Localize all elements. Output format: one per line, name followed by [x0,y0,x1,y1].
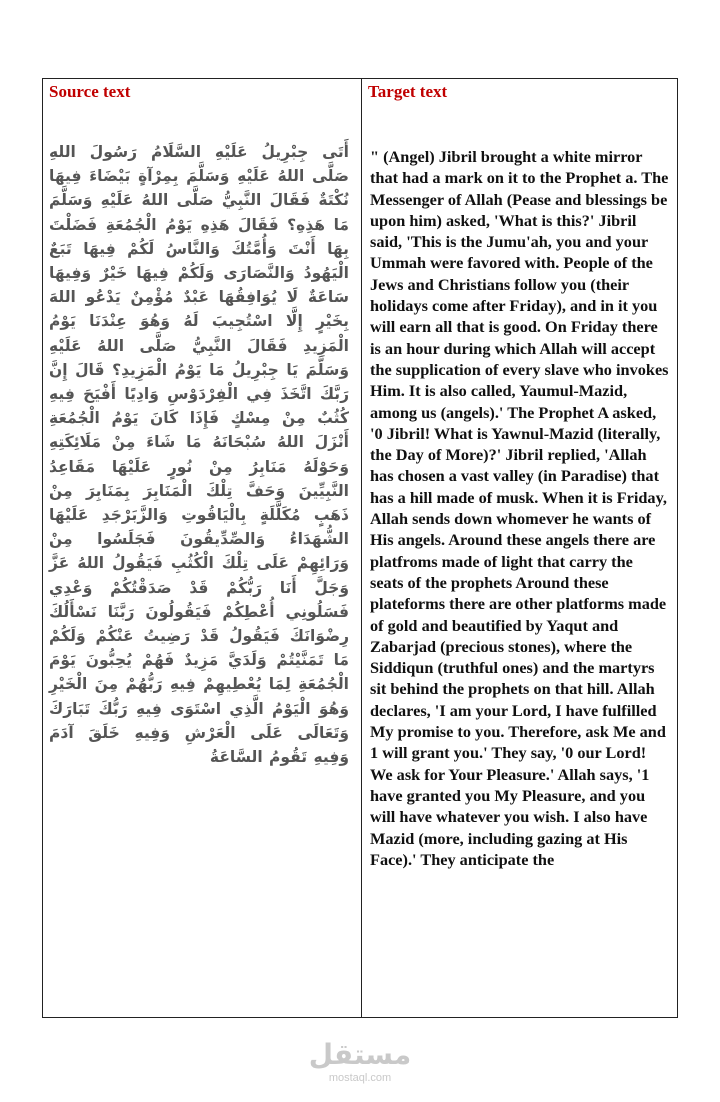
target-column [362,79,677,1017]
mostaql-watermark [0,1038,720,1084]
source-arabic-text: أَتَى جِبْرِيلُ عَلَيْهِ السَّلَامُ رَسُولَ اللهِ صَلَّى اللهُ عَلَيْهِ وَسَلَّمَ بِمِرْآةٍ بَيْضَاءَ فِيهَا نُكْتَةٌ فَقَالَ النَّبِيُّ صَلَّى اللهُ عَلَيْهِ وَسَلَّمَ مَا هَذِهِ؟ فَقَالَ هَذِهِ يَوْمُ الْجُمُعَةِ فَضَلْتَ بِهَا أَنْتَ وَأُمَّتُكَ وَالنَّاسُ لَكُمْ فِيهَا تَبَعٌ الْيَهُودُ وَالنَّصَارَى وَلَكُمْ فِيهَا خَيْرٌ وَفِيهَا سَاعَةٌ لَا يُوَافِقُهَا عَبْدٌ مُؤْمِنٌ يَدْعُو اللهَ بِخَيْرٍ إِلَّا اسْتُجِيبَ لَهُ وَهُوَ عِنْدَنَا يَوْمُ الْمَزِيدِ فَقَالَ النَّبِيُّ صَلَّى اللهُ عَلَيْهِ وَسَلَّمَ يَا جِبْرِيلُ مَا يَوْمُ الْمَزِيدِ؟ قَالَ إِنَّ رَبَّكَ اتَّخَذَ فِي الْفِرْدَوْسِ وَادِيًا أَفْيَحَ فِيهِ كُثُبٌ مِنْ مِسْكٍ فَإِذَا كَانَ يَوْمُ الْجُمُعَةِ أَنْزَلَ اللهُ سُبْحَانَهُ مَا شَاءَ مِنْ مَلَائِكَتِهِ وَحَوْلَهُ مَنَابِرُ مِنْ نُورٍ عَلَيْهَا مَقَاعِدُ النَّبِيِّينَ وَحَفَّ تِلْكَ الْمَنَابِرَ بِمَنَابِرَ مِنْ ذَهَبٍ مُكَلَّلَةٍ بِالْيَاقُوتِ وَالزَّبَرْجَدِ عَلَيْهَا الشُّهَدَاءُ وَالصِّدِّيقُونَ فَجَلَسُوا مِنْ وَرَائِهِمْ عَلَى تِلْكَ الْكُثُبِ فَيَقُولُ اللهُ عَزَّ وَجَلَّ أَنَا رَبُّكُمْ قَدْ صَدَقْتُكُمْ وَعْدِي فَسَلُونِي أُعْطِكُمْ فَيَقُولُونَ رَبَّنَا نَسْأَلُكَ رِضْوَانَكَ فَيَقُولُ قَدْ رَضِيتُ عَنْكُمْ وَلَكُمْ مَا تَمَنَّيْتُمْ وَلَدَيَّ مَزِيدٌ فَهُمْ يُحِبُّونَ يَوْمَ الْجُمُعَةِ لِمَا يُعْطِيهِمْ فِيهِ رَبُّهُمْ مِنَ الْخَيْرِ وَهُوَ الْيَوْمُ الَّذِي اسْتَوَى فِيهِ رَبُّكَ تَبَارَكَ وَتَعَالَى عَلَى الْعَرْشِ وَفِيهِ خَلَقَ آدَمَ وَفِيهِ تَقُومُ السَّاعَةُ [49,143,349,767]
watermark-logo: مستقل [308,1038,412,1071]
target-english-text: " (Angel) Jibril brought a white mirror that had a mark on it to the Prophet a. The Messenger of Allah (Pease and blessings be upon him) asked, 'What is this?' Jibril said, 'This is the Jumu'ah, you and your Ummah were favored with. People of the Jews and Christians follow you (their holidays come after Friday), and in it you will earn all that is good. On Friday there is an hour during which Allah will accept the supplication of every slave who invokes Him. It is also called, Yaumul-Mazid, among us (angels).' The Prophet A asked, '0 Jibril! What is Yawnul-Mazid (literally, the Day of More)?' Jibril replied, 'Allah has chosen a vast valley (in Paradise) that has a hill made of musk. When it is Friday, Allah sends down whomever he wants of His angels. Around these angels there are platfroms made of light that carry the seats of the prophets Around these plateforms there are other platforms made of gold and beautified by Yaqut and Zabarjad (precious stones), where the Siddiqun (truthful ones) and the martyrs sit behind the prophets on that hill. Allah declares, 'I am your Lord, I have fulfilled My promise to you. Therefore, ask Me and 1 will grant you.' They say, '0 our Lord! We ask for Your Pleasure.' Allah says, '1 have granted you My Pleasure, and you will have whatever you wish. I also have Mazid (more, including gazing at His Face).' They anticipate the [370,147,669,869]
source-header: Source text [49,82,131,101]
target-header: Target text [368,82,448,101]
translation-table [42,78,678,1018]
source-column [43,79,362,1017]
watermark-url: mostaql.com [328,1072,392,1084]
